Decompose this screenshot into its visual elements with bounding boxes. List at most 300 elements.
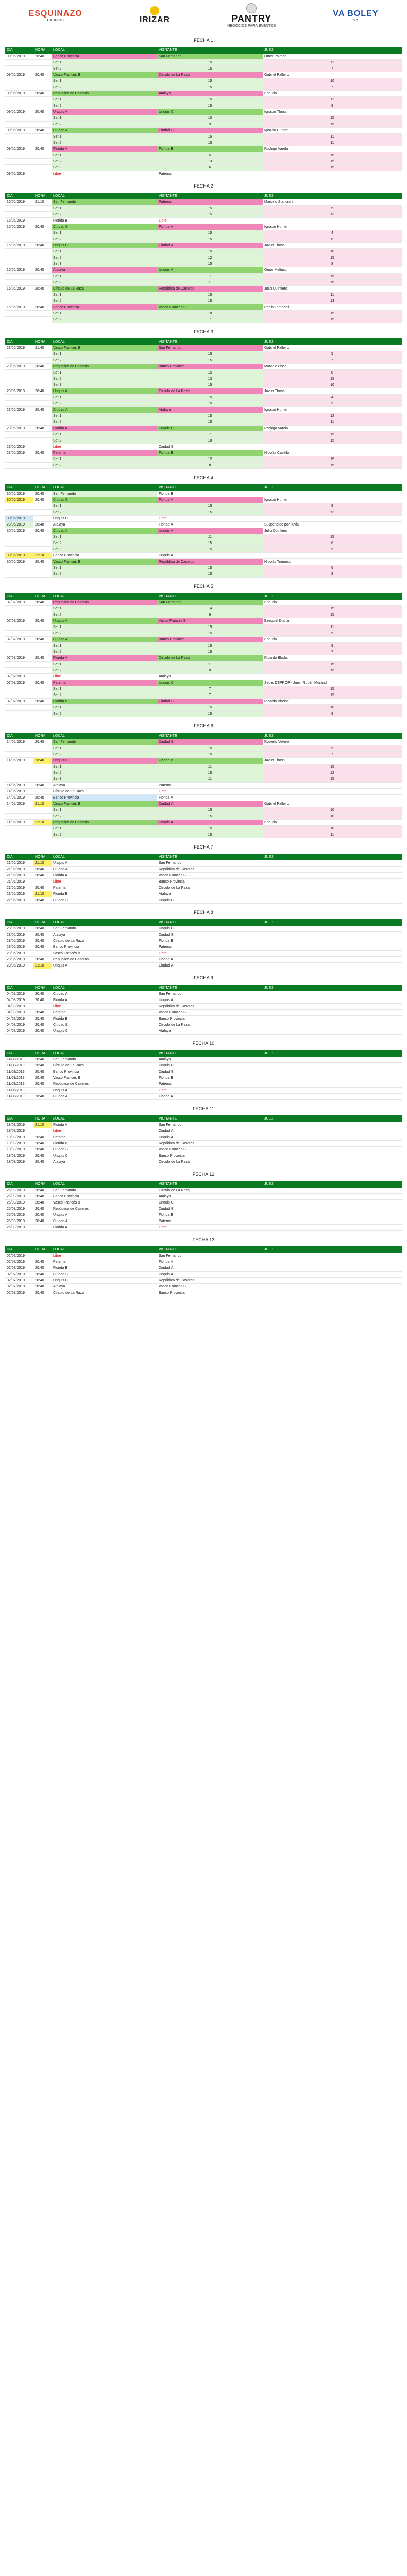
spacer-cell [5, 776, 33, 783]
time-cell: 20:40 [33, 957, 52, 963]
referee-cell [263, 1022, 402, 1028]
home-score-cell [157, 159, 263, 165]
away-score-cell: 13 [263, 298, 402, 304]
time-cell: 20:40 [33, 1206, 52, 1212]
referee-cell [263, 1272, 402, 1278]
table-row [5, 304, 402, 311]
home-team-cell: Florida A [52, 426, 157, 432]
spacer-cell [5, 540, 33, 547]
time-cell [33, 1088, 52, 1094]
spacer-cell [33, 764, 52, 770]
spacer-cell [5, 503, 33, 510]
table-row [5, 382, 402, 388]
time-cell: 20:40 [33, 938, 52, 944]
away-score-cell: 15 [263, 612, 402, 618]
date-cell: 09/06/2019 [5, 171, 33, 177]
home-score-cell [157, 438, 263, 444]
date-cell: 18/08/2019 [5, 1153, 33, 1159]
away-team-cell: Florida A [157, 957, 263, 963]
date-cell: 21/05/2019 [5, 873, 33, 879]
away-score-cell: 6 [263, 236, 402, 243]
away-team-cell: Banco Provincia [157, 1016, 263, 1022]
set-label-cell: Set 2 [52, 463, 157, 469]
date-cell: 25/08/2019 [5, 1194, 33, 1200]
referee-cell [263, 1057, 402, 1063]
column-header: HORA [33, 193, 52, 199]
fixture-table [5, 47, 402, 177]
table-row [5, 1063, 402, 1069]
date-cell: 25/08/2019 [5, 1212, 33, 1218]
home-score: 15 [208, 747, 212, 750]
home-team-cell: Florida B [52, 1265, 157, 1272]
column-header: LOCAL [52, 1246, 157, 1253]
home-score: 15 [208, 753, 212, 756]
set-label-cell: Set 2 [52, 649, 157, 655]
home-team-cell: Círculo de La Raza [52, 286, 157, 292]
spacer-cell [33, 317, 52, 323]
table-row [5, 230, 402, 236]
time-cell: 21:10 [33, 891, 52, 897]
date-cell: 25/08/2019 [5, 1188, 33, 1194]
set-label-cell: Set 1 [52, 230, 157, 236]
away-team-cell: Paternal [157, 171, 263, 177]
away-score-cell: 11 [263, 134, 402, 140]
home-score-cell [157, 97, 263, 103]
away-score-cell: 15 [263, 692, 402, 699]
home-team-cell: Paternal [52, 1010, 157, 1016]
home-score-cell [157, 686, 263, 692]
spacer-cell [5, 826, 33, 832]
referee-cell: Ricardo Blodar [263, 699, 402, 705]
away-score-cell: 15 [263, 274, 402, 280]
referee-cell [263, 1153, 402, 1159]
time-cell: 20:40 [33, 1290, 52, 1296]
home-score-cell [157, 668, 263, 674]
referee-cell [263, 873, 402, 879]
table-row [5, 298, 402, 304]
away-team-cell: Ciudad B [157, 1206, 263, 1212]
home-score: 15 [208, 625, 212, 629]
home-team-cell: Vasco Francés B [52, 951, 157, 957]
home-team-cell: Florida A [52, 1225, 157, 1231]
table-row [5, 516, 402, 522]
away-team-cell: Florida A [157, 1259, 263, 1265]
away-team-cell: República de Caseros [157, 559, 263, 565]
column-header: LOCAL [52, 484, 157, 491]
away-score-cell: 10 [263, 826, 402, 832]
table-row [5, 600, 402, 606]
spacer-cell [5, 159, 33, 165]
table-row [5, 122, 402, 128]
home-score: 15 [208, 371, 212, 375]
time-cell: 20:40 [33, 1159, 52, 1165]
spacer-cell [33, 230, 52, 236]
set-label-cell: Set 2 [52, 358, 157, 364]
referee-cell [263, 1259, 402, 1265]
away-score-cell: 15 [263, 122, 402, 128]
home-score: 11 [208, 765, 212, 769]
home-team-cell: República de Caseros [52, 820, 157, 826]
away-team-cell: Vasco Francés B [157, 1284, 263, 1290]
table-row [5, 66, 402, 72]
spacer-cell [33, 745, 52, 752]
table-row [5, 1069, 402, 1075]
referee-cell: Gabriel Palleiro [263, 801, 402, 807]
home-team-cell: Libre [52, 1004, 157, 1010]
spacer-cell [5, 140, 33, 146]
spacer-cell [5, 152, 33, 159]
table-row [5, 963, 402, 969]
fecha-section [5, 1100, 402, 1165]
spacer-cell [33, 140, 52, 146]
table-row [5, 1122, 402, 1128]
set-label-cell: Set 1 [52, 826, 157, 832]
set-label-cell: Set 1 [52, 534, 157, 540]
fecha-section [5, 469, 402, 578]
table-row [5, 522, 402, 528]
spacer-cell [5, 438, 33, 444]
table-row [5, 171, 402, 177]
table-row [5, 317, 402, 323]
table-row [5, 91, 402, 97]
time-cell: 21:10 [33, 801, 52, 807]
home-score: 15 [208, 359, 212, 362]
table-row [5, 624, 402, 631]
away-team-cell: Ciudad B [157, 932, 263, 938]
referee-cell [263, 1069, 402, 1075]
away-score-cell: 12 [263, 60, 402, 66]
home-score: 15 [208, 548, 212, 551]
spacer-cell [5, 832, 33, 838]
home-score-cell [157, 631, 263, 637]
home-team-cell: Libre [52, 1253, 157, 1259]
spacer-cell [33, 236, 52, 243]
time-cell: 21:10 [33, 820, 52, 826]
away-team-cell: San Fernando [157, 54, 263, 60]
home-score: 15 [208, 238, 212, 241]
referee-cell: Marcelo Fisco [263, 364, 402, 370]
away-team-cell: Florida B [157, 450, 263, 456]
spacer-cell [33, 401, 52, 407]
home-team-cell: Banco Provincia [52, 553, 157, 559]
column-header: JUEZ [263, 919, 402, 926]
away-team-cell: Atalaya [157, 1028, 263, 1035]
column-header: VISITANTE [157, 1181, 263, 1188]
spacer-cell [5, 274, 33, 280]
date-cell: 25/08/2019 [5, 1218, 33, 1225]
referee-cell: Ricardo Blodar [263, 655, 402, 662]
vamos-logo: VA BOLEY VY [333, 9, 379, 22]
referee-cell [263, 944, 402, 951]
spacer-cell [33, 631, 52, 637]
table-row [5, 1088, 402, 1094]
date-cell: 16/06/2019 [5, 218, 33, 224]
home-team-cell: Paternal [52, 1259, 157, 1265]
referee-cell [263, 1010, 402, 1016]
home-score-cell [157, 134, 263, 140]
table-row [5, 456, 402, 463]
time-cell: 20:40 [33, 699, 52, 705]
date-cell: 23/06/2019 [5, 388, 33, 395]
date-cell: 04/08/2019 [5, 1028, 33, 1035]
away-score-cell: 10 [263, 249, 402, 255]
spacer-cell [33, 711, 52, 717]
away-team-cell: Paternal [157, 199, 263, 206]
date-cell: 07/07/2019 [5, 674, 33, 680]
home-score: 14 [208, 607, 212, 611]
referee-cell [263, 1134, 402, 1141]
home-team-cell: Libre [52, 171, 157, 177]
referee-cell [263, 867, 402, 873]
date-cell: 23/06/2019 [5, 444, 33, 450]
time-cell [33, 444, 52, 450]
away-score-cell: 15 [263, 376, 402, 382]
column-header: HORA [33, 985, 52, 991]
referee-cell [263, 938, 402, 944]
time-cell: 20:40 [33, 739, 52, 745]
date-cell: 02/07/2019 [5, 1259, 33, 1265]
column-header: DIA [5, 484, 33, 491]
away-score-cell: 6 [263, 540, 402, 547]
date-cell: 02/07/2019 [5, 1253, 33, 1259]
set-label-cell: Set 1 [52, 134, 157, 140]
time-cell: 20:40 [33, 655, 52, 662]
date-cell: 28/05/2019 [5, 951, 33, 957]
table-row [5, 571, 402, 578]
time-cell: 20:40 [33, 637, 52, 643]
date-cell: 23/06/2019 [5, 426, 33, 432]
away-team-cell: Ciudad A [157, 1128, 263, 1134]
home-team-cell: Ciudad A [52, 1094, 157, 1100]
spacer-cell [5, 770, 33, 776]
referee-cell [263, 1188, 402, 1194]
date-cell: 21/05/2019 [5, 860, 33, 867]
table-row [5, 212, 402, 218]
home-score-cell [157, 280, 263, 286]
set-label-cell: Set 1 [52, 249, 157, 255]
home-score-cell [157, 643, 263, 649]
home-team-cell: Ciudad B [52, 224, 157, 230]
set-label-cell: Set 2 [52, 212, 157, 218]
referee-cell: Eric Pla [263, 91, 402, 97]
home-team-cell: Ciudad A [52, 637, 157, 643]
spacer-cell [5, 565, 33, 571]
table-row [5, 770, 402, 776]
table-header-row [5, 1181, 402, 1188]
home-score-cell [157, 547, 263, 553]
home-score-cell [157, 230, 263, 236]
referee-cell: Nicolás Trimarco [263, 559, 402, 565]
date-cell: 30/06/2019 [5, 497, 33, 503]
fixture-table [5, 854, 402, 904]
table-row [5, 867, 402, 873]
table-row [5, 280, 402, 286]
set-label-cell: Set 1 [52, 662, 157, 668]
time-cell [33, 171, 52, 177]
home-score: 7 [209, 693, 211, 697]
home-score: 5 [209, 154, 211, 157]
home-score-cell [157, 382, 263, 388]
table-row [5, 991, 402, 997]
table-row [5, 503, 402, 510]
spacer-cell [5, 358, 33, 364]
set-label-cell: Set 1 [52, 643, 157, 649]
referee-cell [263, 491, 402, 497]
away-score-cell: 8 [263, 503, 402, 510]
table-row [5, 637, 402, 643]
home-team-cell: República de Caseros [52, 1206, 157, 1212]
set-label-cell: Set 1 [52, 432, 157, 438]
time-cell [33, 1128, 52, 1134]
referee-cell [263, 1088, 402, 1094]
set-label-cell: Set 3 [52, 261, 157, 267]
table-row [5, 115, 402, 122]
home-score: 10 [208, 312, 212, 315]
spacer-cell [33, 776, 52, 783]
away-score-cell: 9 [263, 643, 402, 649]
date-cell: 16/06/2019 [5, 286, 33, 292]
spacer-cell [33, 571, 52, 578]
referee-cell [263, 1284, 402, 1290]
table-header-row [5, 1115, 402, 1122]
home-score-cell [157, 612, 263, 618]
away-team-cell: Atalaya [157, 407, 263, 413]
referee-cell: Gabriel Palleiro [263, 345, 402, 351]
referee-cell [263, 997, 402, 1004]
table-row [5, 528, 402, 534]
home-team-cell: San Fernando [52, 1057, 157, 1063]
table-row [5, 432, 402, 438]
away-team-cell: Unquis C [157, 1200, 263, 1206]
time-cell: 20:40 [33, 1069, 52, 1075]
spacer-cell [33, 540, 52, 547]
away-team-cell: Unquis A [157, 528, 263, 534]
home-score-cell [157, 770, 263, 776]
away-score-cell: 12 [263, 510, 402, 516]
column-header: DIA [5, 593, 33, 600]
date-cell: 11/08/2019 [5, 1075, 33, 1081]
home-team-cell: Paternal [52, 1134, 157, 1141]
referee-cell [263, 1194, 402, 1200]
time-cell: 20:40 [33, 1188, 52, 1194]
column-header: JUEZ [263, 854, 402, 860]
home-team-cell: Florida B [52, 699, 157, 705]
table-row [5, 345, 402, 351]
time-cell [33, 218, 52, 224]
away-team-cell: Círculo de La Raza [157, 1022, 263, 1028]
date-cell: 07/07/2019 [5, 600, 33, 606]
column-header: JUEZ [263, 338, 402, 345]
away-team-cell: Libre [157, 951, 263, 957]
home-team-cell: Banco Provincia [52, 944, 157, 951]
column-header: HORA [33, 484, 52, 491]
set-label-cell: Set 1 [52, 764, 157, 770]
table-row [5, 559, 402, 565]
home-team-cell: Libre [52, 1128, 157, 1134]
home-team-cell: Ciudad A [52, 528, 157, 534]
fecha-section [5, 323, 402, 469]
home-team-cell: Paternal [52, 450, 157, 456]
away-score-cell: 10 [263, 814, 402, 820]
table-row [5, 444, 402, 450]
fixture-table [5, 919, 402, 969]
set-label-cell: Set 1 [52, 503, 157, 510]
away-score-cell: 13 [263, 212, 402, 218]
home-score: 15 [208, 293, 212, 297]
away-team-cell: San Fernando [157, 860, 263, 867]
spacer-cell [5, 97, 33, 103]
table-row [5, 926, 402, 932]
set-label-cell: Set 1 [52, 565, 157, 571]
home-score-cell [157, 624, 263, 631]
time-cell: 20:40 [33, 304, 52, 311]
home-score-cell [157, 540, 263, 547]
home-score-cell [157, 255, 263, 261]
spacer-cell [5, 612, 33, 618]
date-cell: 18/08/2019 [5, 1122, 33, 1128]
away-score-cell: 15 [263, 534, 402, 540]
away-score-cell: 15 [263, 115, 402, 122]
away-team-cell: San Fernando [157, 345, 263, 351]
pantry-logo: PANTRY NEGOCIOS PARA EVENTOS [227, 3, 276, 28]
set-label-cell: Set 1 [52, 115, 157, 122]
table-row [5, 199, 402, 206]
fixture-table [5, 193, 402, 323]
table-row [5, 764, 402, 770]
referee-cell: Ignacio Hunter [263, 224, 402, 230]
home-score-cell [157, 662, 263, 668]
column-header: JUEZ [263, 985, 402, 991]
time-cell [33, 879, 52, 885]
time-cell: 20:40 [33, 680, 52, 686]
away-team-cell: Unquis A [157, 1134, 263, 1141]
table-header-row [5, 47, 402, 54]
home-score-cell [157, 206, 263, 212]
spacer-cell [33, 705, 52, 711]
home-score: 8 [209, 464, 211, 467]
table-row [5, 897, 402, 904]
set-label-cell: Set 2 [52, 103, 157, 109]
home-team-cell: República de Caseros [52, 1081, 157, 1088]
referee-cell [263, 553, 402, 559]
away-team-cell: República de Caseros [157, 1278, 263, 1284]
column-header: LOCAL [52, 854, 157, 860]
table-row [5, 540, 402, 547]
spacer-cell [33, 159, 52, 165]
date-cell: 11/08/2019 [5, 1069, 33, 1075]
column-header: DIA [5, 1115, 33, 1122]
time-cell: 20:40 [33, 1272, 52, 1278]
home-score: 15 [208, 827, 212, 831]
referee-cell [263, 1128, 402, 1134]
time-cell: 20:40 [33, 1057, 52, 1063]
table-header-row [5, 919, 402, 926]
date-cell: 25/08/2019 [5, 1200, 33, 1206]
table-row [5, 553, 402, 559]
home-score: 15 [208, 383, 212, 387]
home-score: 15 [208, 420, 212, 424]
table-row [5, 286, 402, 292]
away-team-cell: Vasco Francés B [157, 1147, 263, 1153]
home-score-cell [157, 745, 263, 752]
away-score-cell: 11 [263, 419, 402, 426]
fecha-section [5, 31, 402, 177]
set-label-cell: Set 2 [52, 298, 157, 304]
home-score: 15 [208, 352, 212, 356]
away-team-cell: Unquis C [157, 426, 263, 432]
date-cell: 18/08/2019 [5, 1159, 33, 1165]
time-cell: 20:40 [33, 1075, 52, 1081]
